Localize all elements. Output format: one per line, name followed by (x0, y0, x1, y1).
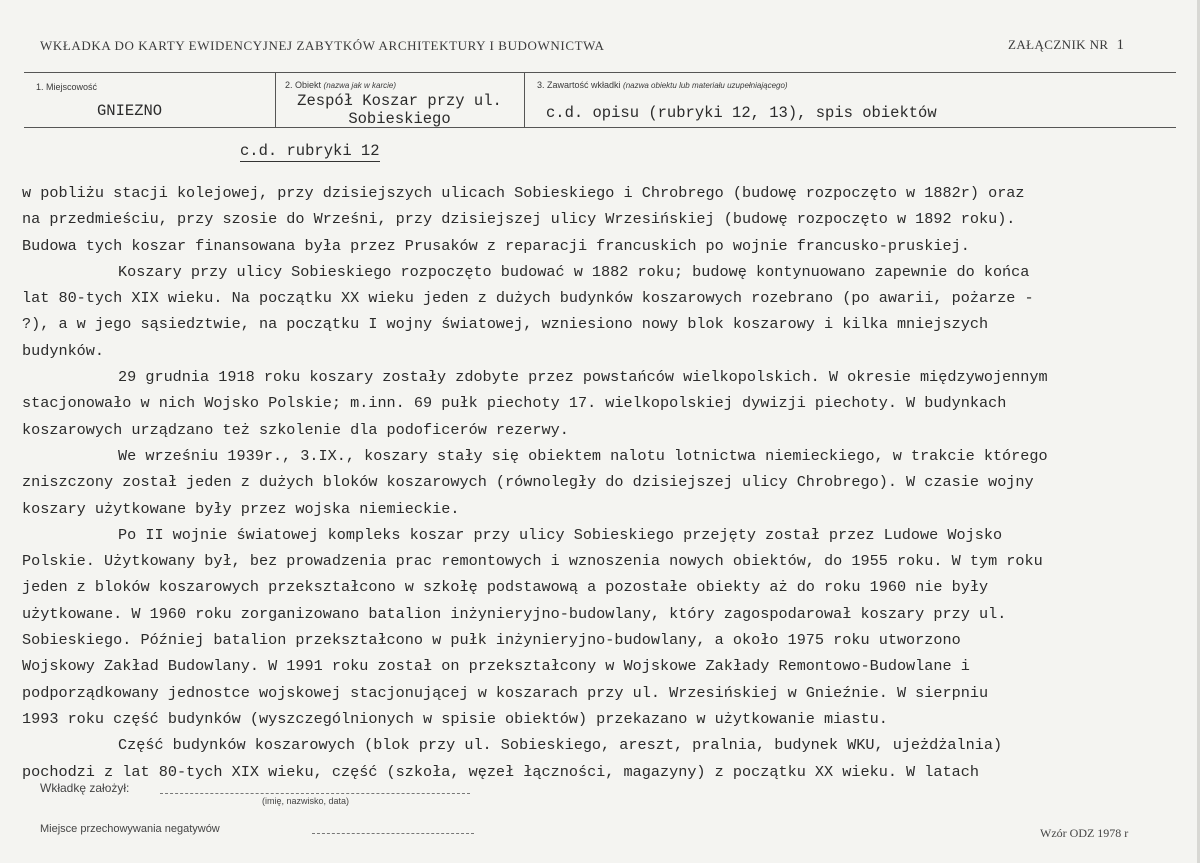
header-top-rule (24, 72, 1176, 73)
attachment-label: ZAŁĄCZNIK NR (1008, 37, 1109, 52)
body-line: We wrześniu 1939r., 3.IX., koszary stały się obiektem nalotu lotnictwa niemieckiego, w trakcie którego (118, 446, 1048, 465)
body-line: Budowa tych koszar finansowana była przez Prusaków z reparacji francuskich po wojnie francusko-pruskiej. (22, 236, 970, 255)
column-divider-1 (275, 72, 276, 128)
body-text (22, 180, 1182, 785)
body-line: na przedmieściu, przy szosie do Wrześni, przy dzisiejszej ulicy Wrzesińskiej (budowę rozpoczęto w 1892 roku). (22, 210, 1016, 229)
body-line: Polskie. Użytkowany był, bez prowadzenia prac remontowych i wznoszenia nowych obiektów, do 1955 roku. W tym roku (22, 552, 1043, 571)
negatives-location-label: Miejsce przechowywania negatywów (40, 823, 220, 835)
body-line: koszarowych urządzano też szkolenie dla podoficerów rezerwy. (22, 420, 569, 439)
body-line: stacjonowało w nich Wojsko Polskie; m.inn. 69 pułk piechoty 17. wielkopolskiej dywizji piechoty. W budynkach (22, 394, 1007, 413)
body-line: Część budynków koszarowych (blok przy ul. Sobieskiego, areszt, pralnia, budynek WKU, ujeżdżalnia) (118, 736, 1003, 755)
body-line: jeden z bloków koszarowych przekształcono w szkołę podstawową a pozostałe obiekty aż do roku 1960 nie były (22, 578, 989, 597)
negatives-location-line (312, 833, 474, 834)
body-line: podporządkowany jednostce wojskowej stacjonującej w koszarach przy ul. Wrzesińskiej w Gnieźnie. W sierpniu (22, 683, 989, 702)
body-line: pochodzi z lat 80-tych XIX wieku, część (szkoła, węzeł łączności, magazyny) z początku XX wieku. W latach (22, 762, 979, 781)
locality-label: 1. Miejscowość (36, 82, 98, 92)
body-line: 29 grudnia 1918 roku koszary zostały zdobyte przez powstańców wielkopolskich. W okresie międzywojennym (118, 368, 1048, 387)
form-template-mark: Wzór ODZ 1978 r (1040, 826, 1129, 840)
insert-author-note: (imię, nazwisko, data) (262, 796, 350, 806)
content-label-note: (nazwa obiektu lub materiału uzupełniającego) (623, 81, 788, 90)
insert-author-line (160, 793, 470, 794)
body-line: koszary użytkowane były przez wojska niemieckie. (22, 499, 460, 518)
body-line: budynków. (22, 341, 105, 360)
body-line: Koszary przy ulicy Sobieskiego rozpoczęto budować w 1882 roku; budowę kontynuowano zapewnie do końca (118, 262, 1030, 281)
form-title: WKŁADKA DO KARTY EWIDENCYJNEJ ZABYTKÓW ARCHITEKTURY I BUDOWNICTWA (40, 38, 605, 53)
body-line: zniszczony został jeden z dużych bloków koszarowych (równoległy do dzisiejszej ulicy Chrobrego). W czasie wojny (22, 473, 1034, 492)
object-value-line1: Zespół Koszar przy ul. (297, 92, 502, 110)
attachment-number: 1 (1116, 37, 1125, 53)
body-line: Po II wojnie światowej kompleks koszar przy ulicy Sobieskiego przejęty został przez Ludowe Wojsko (118, 525, 1003, 544)
object-label-note: (nazwa jak w karcie) (323, 81, 397, 90)
body-line: lat 80-tych XIX wieku. Na początku XX wieku jeden z dużych budynków koszarowych rozebrano (po awarii, pożarze - (22, 289, 1034, 308)
attachment-number-label (1008, 37, 1124, 54)
content-label-text: 3. Zawartość wkładki (537, 80, 621, 90)
content-value: c.d. opisu (rubryki 12, 13), spis obiektów (546, 104, 937, 122)
body-line: 1993 roku część budynków (wyszczególnionych w spisie obiektów) przekazano w użytkowanie miastu. (22, 709, 888, 728)
content-label (537, 80, 788, 90)
object-label (285, 80, 396, 90)
header-bottom-rule (24, 127, 1176, 128)
body-line: ?), a w jego sąsiedztwie, na początku I wojny światowej, wzniesiono nowy blok koszarowy i kilka mniejszych (22, 315, 989, 334)
body-line: w pobliżu stacji kolejowej, przy dzisiejszych ulicach Sobieskiego i Chrobrego (budowę rozpoczęto w 1882r) oraz (22, 184, 1025, 202)
section-heading: c.d. rubryki 12 (240, 142, 380, 160)
object-label-text: 2. Obiekt (285, 80, 322, 90)
object-value-line2: Sobieskiego (348, 110, 451, 128)
body-line: Wojskowy Zakład Budowlany. W 1991 roku został on przekształcony w Wojskowe Zakłady Remontowo-Budowlane i (22, 657, 970, 676)
locality-value: GNIEZNO (97, 102, 163, 120)
body-line: Sobieskiego. Później batalion przekształcono w pułk inżynieryjno-budowlany, a około 1975 roku utworzono (22, 631, 961, 650)
column-divider-2 (524, 72, 525, 128)
body-line: użytkowane. W 1960 roku zorganizowano batalion inżynieryjno-budowlany, który zagospodarował koszary przy ul. (22, 604, 1007, 623)
insert-author-label: Wkładkę założył: (40, 781, 130, 795)
